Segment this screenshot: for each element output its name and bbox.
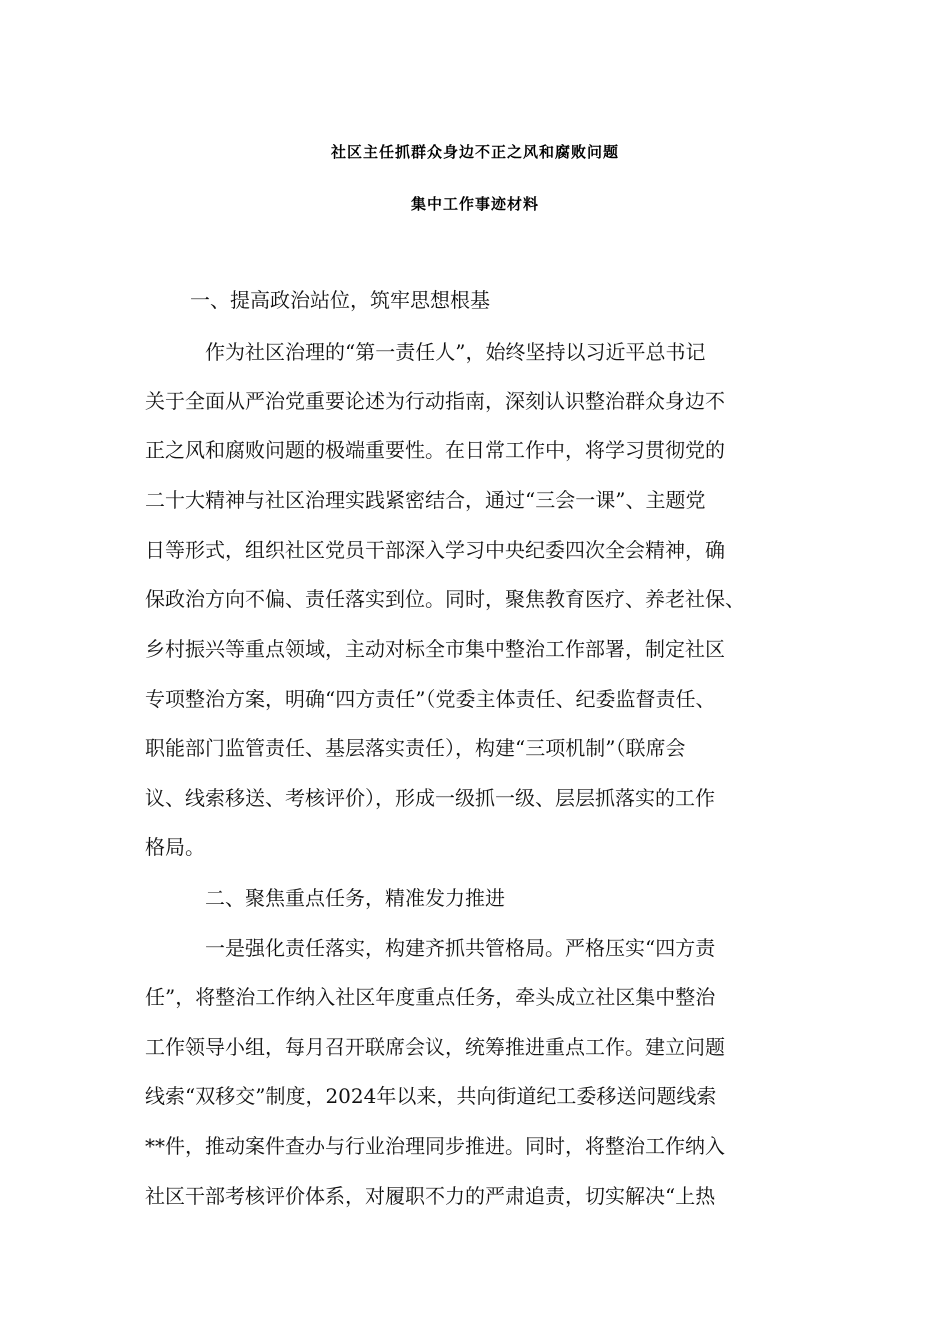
- section-2-line: 社区干部考核评价体系，对履职不力的严肃追责，切实解决“上热: [145, 1184, 716, 1208]
- section-1-line: 二十大精神与社区治理实践紧密结合，通过“三会一课”、主题党: [145, 488, 706, 512]
- section-2-line: 工作领导小组，每月召开联席会议，统筹推进重点工作。建立问题: [145, 1035, 725, 1059]
- section-1-line: 专项整治方案，明确“四方责任”（党委主体责任、纪委监督责任、: [145, 687, 716, 711]
- section-1-line: 正之风和腐败问题的极端重要性。在日常工作中，将学习贯彻党的: [145, 438, 725, 462]
- section-2-line: **件，推动案件查办与行业治理同步推进。同时，将整治工作纳入: [145, 1134, 725, 1158]
- document-title-line-1: 社区主任抓群众身边不正之风和腐败问题: [330, 143, 619, 161]
- section-2-line: 任”，将整治工作纳入社区年度重点任务，牵头成立社区集中整治: [145, 985, 716, 1009]
- section-1-heading: 一、提高政治站位，筑牢思想根基: [190, 288, 490, 312]
- section-1-line: 作为社区治理的“第一责任人”，始终坚持以习近平总书记: [205, 340, 706, 364]
- section-1-line: 关于全面从严治党重要论述为行动指南，深刻认识整治群众身边不: [145, 389, 725, 413]
- section-1-line: 职能部门监管责任、基层落实责任），构建“三项机制”（联席会: [145, 736, 686, 760]
- section-1-line: 议、线索移送、考核评价），形成一级抓一级、层层抓落实的工作: [145, 786, 715, 810]
- section-1-line: 乡村振兴等重点领域，主动对标全市集中整治工作部署，制定社区: [145, 637, 725, 661]
- section-2-line: 一是强化责任落实，构建齐抓共管格局。严格压实“四方责: [205, 936, 716, 960]
- section-2-heading: 二、聚焦重点任务，精准发力推进: [205, 886, 505, 910]
- section-2-line: 线索“双移交”制度，2024年以来，共向街道纪工委移送问题线索: [145, 1084, 717, 1108]
- document-title-line-2: 集中工作事迹材料: [410, 195, 539, 213]
- section-1-line: 日等形式，组织社区党员干部深入学习中央纪委四次全会精神，确: [145, 538, 725, 562]
- section-1-line: 保政治方向不偏、责任落实到位。同时，聚焦教育医疗、养老社保、: [145, 587, 745, 611]
- section-1-line: 格局。: [145, 835, 205, 859]
